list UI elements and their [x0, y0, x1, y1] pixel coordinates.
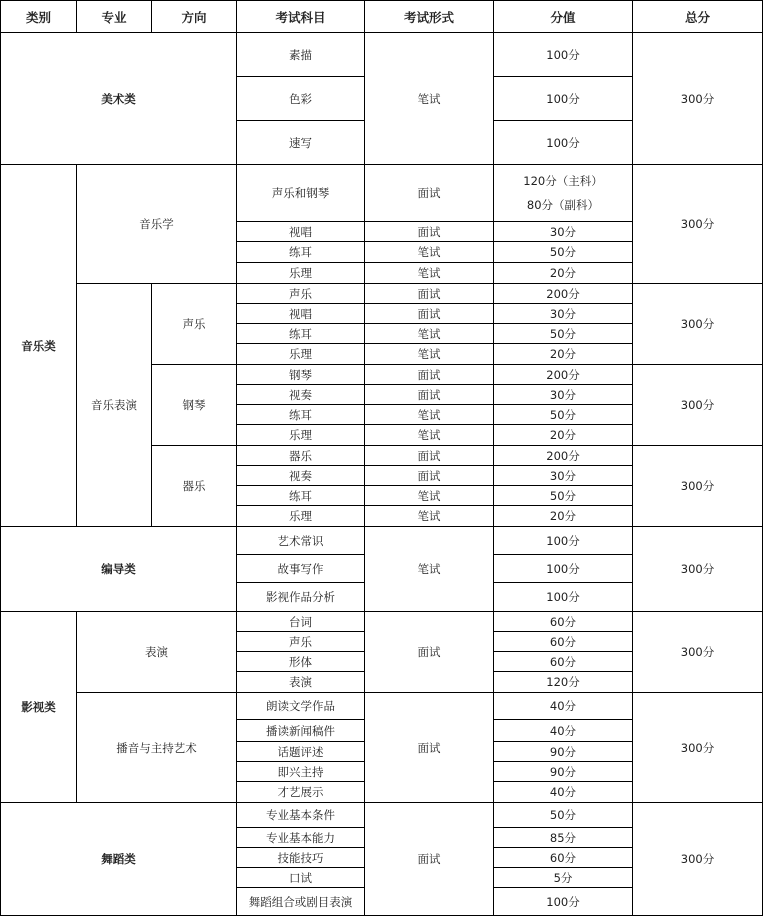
total-score-cell: 300分 — [632, 364, 763, 446]
subject-cell: 舞蹈组合或剧目表演 — [236, 887, 365, 916]
total-score-cell: 300分 — [632, 445, 763, 527]
score-cell: 200分 — [493, 445, 633, 466]
subject-cell: 素描 — [236, 32, 365, 77]
major-cell: 音乐表演 — [76, 283, 152, 527]
category-cell: 影视类 — [0, 611, 77, 803]
major-cell: 音乐学 — [76, 164, 237, 284]
header-major: 专业 — [76, 0, 152, 33]
score-cell: 100分 — [493, 526, 633, 555]
category-cell: 舞蹈类 — [0, 802, 237, 916]
header-subject: 考试科目 — [236, 0, 365, 33]
score-cell: 85分 — [493, 827, 633, 848]
score-cell: 200分 — [493, 364, 633, 385]
subject-cell: 乐理 — [236, 262, 365, 284]
subject-cell: 朗读文学作品 — [236, 692, 365, 720]
score-cell: 90分 — [493, 761, 633, 782]
score-cell: 20分 — [493, 343, 633, 365]
header-category: 类别 — [0, 0, 77, 33]
exam-form-cell: 面试 — [364, 802, 494, 916]
score-cell: 20分 — [493, 424, 633, 446]
score-cell: 30分 — [493, 384, 633, 405]
subject-cell: 乐理 — [236, 343, 365, 365]
total-score-cell: 300分 — [632, 802, 763, 916]
header-direction: 方向 — [151, 0, 237, 33]
major-cell: 播音与主持艺术 — [76, 692, 237, 803]
category-cell: 美术类 — [0, 32, 237, 165]
score-cell: 40分 — [493, 781, 633, 803]
total-score-cell: 300分 — [632, 164, 763, 284]
total-score-cell: 300分 — [632, 283, 763, 365]
score-cell: 100分 — [493, 582, 633, 612]
subject-cell: 影视作品分析 — [236, 582, 365, 612]
subject-cell: 话题评述 — [236, 741, 365, 762]
score-cell: 60分 — [493, 847, 633, 868]
subject-cell: 播读新闻稿件 — [236, 719, 365, 742]
exam-form-cell: 面试 — [364, 221, 494, 242]
subject-cell: 形体 — [236, 651, 365, 672]
subject-cell: 专业基本能力 — [236, 827, 365, 848]
subject-cell: 台词 — [236, 611, 365, 632]
header-score: 分值 — [493, 0, 633, 33]
score-cell: 20分 — [493, 505, 633, 527]
exam-form-cell: 面试 — [364, 611, 494, 693]
subject-cell: 视唱 — [236, 303, 365, 324]
subject-cell: 才艺展示 — [236, 781, 365, 803]
score-cell: 100分 — [493, 76, 633, 121]
score-cell: 100分 — [493, 120, 633, 165]
exam-form-cell: 笔试 — [364, 343, 494, 365]
score-cell: 30分 — [493, 465, 633, 486]
total-score-cell: 300分 — [632, 32, 763, 165]
score-cell: 30分 — [493, 303, 633, 324]
exam-form-cell: 面试 — [364, 283, 494, 304]
score-cell: 20分 — [493, 262, 633, 284]
subject-cell: 练耳 — [236, 323, 365, 344]
subject-cell: 视奏 — [236, 384, 365, 405]
subject-cell: 器乐 — [236, 445, 365, 466]
subject-cell: 声乐和钢琴 — [236, 164, 365, 222]
score-cell: 100分 — [493, 887, 633, 916]
subject-cell: 速写 — [236, 120, 365, 165]
score-cell: 90分 — [493, 741, 633, 762]
score-cell: 40分 — [493, 692, 633, 720]
subject-cell: 练耳 — [236, 404, 365, 425]
total-score-cell: 300分 — [632, 526, 763, 612]
exam-form-cell: 笔试 — [364, 241, 494, 263]
score-cell: 50分 — [493, 404, 633, 425]
score-cell: 50分 — [493, 485, 633, 506]
score-cell: 5分 — [493, 867, 633, 888]
exam-form-cell: 面试 — [364, 303, 494, 324]
subject-cell: 钢琴 — [236, 364, 365, 385]
exam-form-cell: 笔试 — [364, 424, 494, 446]
total-score-cell: 300分 — [632, 611, 763, 693]
subject-cell: 声乐 — [236, 283, 365, 304]
subject-cell: 练耳 — [236, 241, 365, 263]
exam-form-cell: 笔试 — [364, 323, 494, 344]
exam-form-cell: 笔试 — [364, 262, 494, 284]
subject-cell: 专业基本条件 — [236, 802, 365, 828]
exam-form-cell: 笔试 — [364, 404, 494, 425]
score-cell: 50分 — [493, 241, 633, 263]
subject-cell: 声乐 — [236, 631, 365, 652]
score-cell: 120分 — [493, 671, 633, 693]
subject-cell: 口试 — [236, 867, 365, 888]
score-cell: 100分 — [493, 554, 633, 583]
subject-cell: 乐理 — [236, 505, 365, 527]
category-cell: 编导类 — [0, 526, 237, 612]
score-cell: 60分 — [493, 651, 633, 672]
exam-form-cell: 面试 — [364, 384, 494, 405]
score-cell: 50分 — [493, 323, 633, 344]
exam-form-cell: 面试 — [364, 465, 494, 486]
direction-cell: 器乐 — [151, 445, 237, 527]
category-cell: 音乐类 — [0, 164, 77, 527]
subject-cell: 视奏 — [236, 465, 365, 486]
direction-cell: 声乐 — [151, 283, 237, 365]
score-cell: 30分 — [493, 221, 633, 242]
subject-cell: 即兴主持 — [236, 761, 365, 782]
major-cell: 表演 — [76, 611, 237, 693]
score-cell — [493, 164, 633, 222]
direction-cell: 钢琴 — [151, 364, 237, 446]
score-cell: 50分 — [493, 802, 633, 828]
exam-form-cell: 笔试 — [364, 485, 494, 506]
score-cell: 100分 — [493, 32, 633, 77]
subject-cell: 色彩 — [236, 76, 365, 121]
exam-form-cell: 面试 — [364, 692, 494, 803]
header-form: 考试形式 — [364, 0, 494, 33]
score-cell: 60分 — [493, 631, 633, 652]
exam-form-cell: 笔试 — [364, 32, 494, 165]
exam-form-cell: 面试 — [364, 445, 494, 466]
total-score-cell: 300分 — [632, 692, 763, 803]
score-secondary: 80分（副科） — [526, 198, 600, 212]
subject-cell: 乐理 — [236, 424, 365, 446]
score-cell: 200分 — [493, 283, 633, 304]
score-main: 120分（主科） — [523, 174, 603, 188]
header-total: 总分 — [632, 0, 763, 33]
subject-cell: 故事写作 — [236, 554, 365, 583]
exam-form-cell: 面试 — [364, 164, 494, 222]
subject-cell: 艺术常识 — [236, 526, 365, 555]
subject-cell: 技能技巧 — [236, 847, 365, 868]
score-cell: 60分 — [493, 611, 633, 632]
exam-form-cell: 笔试 — [364, 505, 494, 527]
subject-cell: 练耳 — [236, 485, 365, 506]
subject-cell: 视唱 — [236, 221, 365, 242]
exam-form-cell: 面试 — [364, 364, 494, 385]
subject-cell: 表演 — [236, 671, 365, 693]
score-cell: 40分 — [493, 719, 633, 742]
exam-form-cell: 笔试 — [364, 526, 494, 612]
